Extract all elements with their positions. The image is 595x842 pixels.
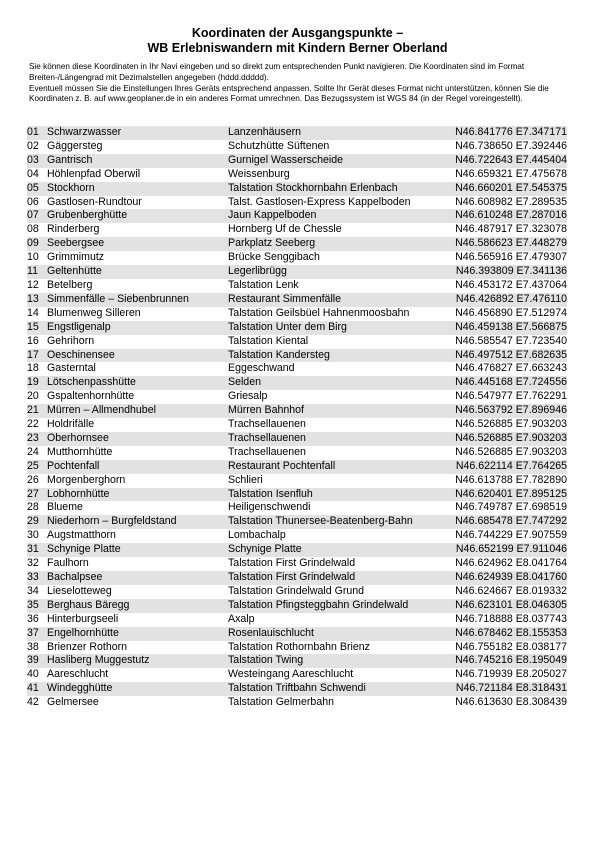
table-row xyxy=(27,432,567,446)
route-number: 32 xyxy=(27,557,47,571)
table-row xyxy=(27,488,567,502)
destination: Axalp xyxy=(228,613,442,627)
table-row xyxy=(27,446,567,460)
destination: Selden xyxy=(228,376,442,390)
table-row xyxy=(27,265,567,279)
table-row xyxy=(27,501,567,515)
destination: Talstation Geilsbüel Hahnenmoosbahn xyxy=(228,307,442,321)
coordinates: N46.453172 E7.437064 xyxy=(442,279,567,293)
table-row xyxy=(27,126,567,140)
destination: Schutzhütte Süftenen xyxy=(228,140,442,154)
start-point: Brienzer Rothorn xyxy=(47,641,228,655)
destination: Legerlibrügg xyxy=(228,265,442,279)
start-point: Lobhornhütte xyxy=(47,488,228,502)
coordinates: N46.660201 E7.545375 xyxy=(442,182,567,196)
destination: Westeingang Aareschlucht xyxy=(228,668,442,682)
coordinates: N46.393809 E7.341136 xyxy=(442,265,567,279)
start-point: Engstligenalp xyxy=(47,321,228,335)
start-point: Holdrifälle xyxy=(47,418,228,432)
route-number: 03 xyxy=(27,154,47,168)
destination: Brücke Senggibach xyxy=(228,251,442,265)
table-row xyxy=(27,543,567,557)
coordinates: N46.685478 E7.747292 xyxy=(442,515,567,529)
start-point: Gantrisch xyxy=(47,154,228,168)
destination: Talstation First Grindelwald xyxy=(228,571,442,585)
coordinates: N46.624962 E8.041764 xyxy=(442,557,567,571)
coordinates: N46.459138 E7.566875 xyxy=(442,321,567,335)
route-number: 22 xyxy=(27,418,47,432)
coordinates: N46.755182 E8.038177 xyxy=(442,641,567,655)
table-row xyxy=(27,585,567,599)
coordinates: N46.678462 E8.155353 xyxy=(442,627,567,641)
coordinates: N46.526885 E7.903203 xyxy=(442,432,567,446)
start-point: Gastlosen-Rundtour xyxy=(47,196,228,210)
route-number: 08 xyxy=(27,223,47,237)
intro-paragraph-1: Sie können diese Koordinaten in Ihr Navi eingeben und so direkt zum entsprechenden Punkt navigieren. Die Koordinaten sind im Format Breiten-/Längengrad mit Dezimalstellen angegeben (hddd.ddddd). xyxy=(29,62,525,82)
table-row xyxy=(27,571,567,585)
route-number: 38 xyxy=(27,641,47,655)
table-row xyxy=(27,404,567,418)
coordinates: N46.624667 E8.019332 xyxy=(442,585,567,599)
coordinates: N46.565916 E7.479307 xyxy=(442,251,567,265)
route-number: 12 xyxy=(27,279,47,293)
start-point: Mürren – Allmendhubel xyxy=(47,404,228,418)
route-number: 21 xyxy=(27,404,47,418)
start-point: Gäggersteg xyxy=(47,140,228,154)
start-point: Schynige Platte xyxy=(47,543,228,557)
route-number: 14 xyxy=(27,307,47,321)
start-point: Geltenhütte xyxy=(47,265,228,279)
start-point: Engelhornhütte xyxy=(47,627,228,641)
start-point: Gehrihorn xyxy=(47,335,228,349)
table-row xyxy=(27,349,567,363)
coordinates: N46.456890 E7.512974 xyxy=(442,307,567,321)
table-row xyxy=(27,168,567,182)
start-point: Pochtenfall xyxy=(47,460,228,474)
coordinates: N46.445168 E7.724556 xyxy=(442,376,567,390)
table-row xyxy=(27,529,567,543)
route-number: 29 xyxy=(27,515,47,529)
coordinates: N46.497512 E7.682635 xyxy=(442,349,567,363)
start-point: Morgenberghorn xyxy=(47,474,228,488)
coordinates: N46.841776 E7.347171 xyxy=(442,126,567,140)
destination: Trachsellauenen xyxy=(228,432,442,446)
table-row xyxy=(27,154,567,168)
route-number: 16 xyxy=(27,335,47,349)
destination: Talstation Rothornbahn Brienz xyxy=(228,641,442,655)
destination: Talstation Unter dem Birg xyxy=(228,321,442,335)
route-number: 27 xyxy=(27,488,47,502)
route-number: 34 xyxy=(27,585,47,599)
title-line-2: WB Erlebniswandern mit Kindern Berner Oberland xyxy=(147,41,448,55)
start-point: Betelberg xyxy=(47,279,228,293)
start-point: Oeschinensee xyxy=(47,349,228,363)
destination: Talstation Grindelwald Grund xyxy=(228,585,442,599)
route-number: 41 xyxy=(27,682,47,696)
coordinates: N46.718888 E8.037743 xyxy=(442,613,567,627)
destination: Schynige Platte xyxy=(228,543,442,557)
route-number: 15 xyxy=(27,321,47,335)
start-point: Oberhornsee xyxy=(47,432,228,446)
start-point: Windegghütte xyxy=(47,682,228,696)
coordinates-table xyxy=(27,126,567,710)
destination: Talstation Kandersteg xyxy=(228,349,442,363)
start-point: Faulhorn xyxy=(47,557,228,571)
table-row xyxy=(27,641,567,655)
start-point: Grubenberghütte xyxy=(47,209,228,223)
destination: Talst. Gastlosen-Express Kappelboden xyxy=(228,196,442,210)
coordinates: N46.745216 E8.195049 xyxy=(442,654,567,668)
start-point: Lötschenpasshütte xyxy=(47,376,228,390)
table-row xyxy=(27,599,567,613)
route-number: 19 xyxy=(27,376,47,390)
table-row xyxy=(27,223,567,237)
start-point: Hasliberg Muggestutz xyxy=(47,654,228,668)
route-number: 04 xyxy=(27,168,47,182)
route-number: 28 xyxy=(27,501,47,515)
route-number: 40 xyxy=(27,668,47,682)
start-point: Bachalpsee xyxy=(47,571,228,585)
destination: Talstation Isenfluh xyxy=(228,488,442,502)
table-row xyxy=(27,335,567,349)
table-row xyxy=(27,293,567,307)
coordinates: N46.722643 E7.445404 xyxy=(442,154,567,168)
destination: Griesalp xyxy=(228,390,442,404)
coordinates: N46.608982 E7.289535 xyxy=(442,196,567,210)
destination: Restaurant Simmenfälle xyxy=(228,293,442,307)
start-point: Grimmimutz xyxy=(47,251,228,265)
destination: Talstation Twing xyxy=(228,654,442,668)
destination: Talstation Stockhornbahn Erlenbach xyxy=(228,182,442,196)
coordinates: N46.586623 E7.448279 xyxy=(442,237,567,251)
coordinates: N46.585547 E7.723540 xyxy=(442,335,567,349)
coordinates: N46.426892 E7.476110 xyxy=(442,293,567,307)
coordinates: N46.744229 E7.907559 xyxy=(442,529,567,543)
route-number: 35 xyxy=(27,599,47,613)
destination: Talstation Gelmerbahn xyxy=(228,696,442,710)
start-point: Lieselotteweg xyxy=(47,585,228,599)
destination: Schlieri xyxy=(228,474,442,488)
route-number: 20 xyxy=(27,390,47,404)
start-point: Niederhorn – Burgfeldstand xyxy=(47,515,228,529)
table-row xyxy=(27,321,567,335)
start-point: Höhlenpfad Oberwil xyxy=(47,168,228,182)
route-number: 18 xyxy=(27,362,47,376)
destination: Hornberg Uf de Chessle xyxy=(228,223,442,237)
start-point: Blueme xyxy=(47,501,228,515)
coordinates: N46.620401 E7.895125 xyxy=(442,488,567,502)
coordinates: N46.624939 E8.041760 xyxy=(442,571,567,585)
destination: Talstation Kiental xyxy=(228,335,442,349)
destination: Parkplatz Seeberg xyxy=(228,237,442,251)
route-number: 17 xyxy=(27,349,47,363)
table-row xyxy=(27,376,567,390)
destination: Restaurant Pochtenfall xyxy=(228,460,442,474)
start-point: Blumenweg Silleren xyxy=(47,307,228,321)
table-row xyxy=(27,182,567,196)
destination: Lombachalp xyxy=(228,529,442,543)
coordinates: N46.721184 E8.318431 xyxy=(442,682,567,696)
table-row xyxy=(27,140,567,154)
route-number: 42 xyxy=(27,696,47,710)
table-row xyxy=(27,307,567,321)
table-row xyxy=(27,696,567,710)
destination: Talstation First Grindelwald xyxy=(228,557,442,571)
destination: Jaun Kappelboden xyxy=(228,209,442,223)
route-number: 26 xyxy=(27,474,47,488)
route-number: 37 xyxy=(27,627,47,641)
table-row xyxy=(27,515,567,529)
start-point: Gasterntal xyxy=(47,362,228,376)
route-number: 23 xyxy=(27,432,47,446)
start-point: Mutthornhütte xyxy=(47,446,228,460)
coordinates: N46.526885 E7.903203 xyxy=(442,446,567,460)
route-number: 39 xyxy=(27,654,47,668)
start-point: Hinterburgseeli xyxy=(47,613,228,627)
start-point: Berghaus Bäregg xyxy=(47,599,228,613)
destination: Trachsellauenen xyxy=(228,418,442,432)
route-number: 09 xyxy=(27,237,47,251)
table-row xyxy=(27,362,567,376)
table-row xyxy=(27,474,567,488)
destination: Lanzenhäusern xyxy=(228,126,442,140)
table-row xyxy=(27,668,567,682)
coordinates: N46.563792 E7.896946 xyxy=(442,404,567,418)
destination: Gurnigel Wasserscheide xyxy=(228,154,442,168)
destination: Weissenburg xyxy=(228,168,442,182)
route-number: 01 xyxy=(27,126,47,140)
route-number: 06 xyxy=(27,196,47,210)
coordinates: N46.659321 E7.475678 xyxy=(442,168,567,182)
table-row xyxy=(27,654,567,668)
route-number: 13 xyxy=(27,293,47,307)
start-point: Schwarzwasser xyxy=(47,126,228,140)
coordinates: N46.652199 E7.911046 xyxy=(442,543,567,557)
coordinates: N46.749787 E7.698519 xyxy=(442,501,567,515)
table-row xyxy=(27,627,567,641)
table-row xyxy=(27,418,567,432)
destination: Trachsellauenen xyxy=(228,446,442,460)
route-number: 31 xyxy=(27,543,47,557)
start-point: Augstmatthorn xyxy=(47,529,228,543)
coordinates: N46.487917 E7.323078 xyxy=(442,223,567,237)
table-row xyxy=(27,279,567,293)
destination: Talstation Pfingsteggbahn Grindelwald xyxy=(228,599,442,613)
coordinates: N46.622114 E7.764265 xyxy=(442,460,567,474)
destination: Talstation Thunersee-Beatenberg-Bahn xyxy=(228,515,442,529)
route-number: 10 xyxy=(27,251,47,265)
route-number: 25 xyxy=(27,460,47,474)
table-row xyxy=(27,237,567,251)
start-point: Gspaltenhornhütte xyxy=(47,390,228,404)
start-point: Gelmersee xyxy=(47,696,228,710)
destination: Heiligenschwendi xyxy=(228,501,442,515)
destination: Eggeschwand xyxy=(228,362,442,376)
table-row xyxy=(27,251,567,265)
route-number: 24 xyxy=(27,446,47,460)
route-number: 36 xyxy=(27,613,47,627)
table-row xyxy=(27,613,567,627)
route-number: 30 xyxy=(27,529,47,543)
start-point: Aareschlucht xyxy=(47,668,228,682)
start-point: Stockhorn xyxy=(47,182,228,196)
destination: Mürren Bahnhof xyxy=(228,404,442,418)
table-row xyxy=(27,682,567,696)
coordinates: N46.476827 E7.663243 xyxy=(442,362,567,376)
coordinates: N46.738650 E7.392446 xyxy=(442,140,567,154)
coordinates: N46.610248 E7.287016 xyxy=(442,209,567,223)
coordinates: N46.613630 E8.308439 xyxy=(442,696,567,710)
start-point: Rinderberg xyxy=(47,223,228,237)
route-number: 02 xyxy=(27,140,47,154)
destination: Rosenlauischlucht xyxy=(228,627,442,641)
coordinates: N46.613788 E7.782890 xyxy=(442,474,567,488)
start-point: Seebergsee xyxy=(47,237,228,251)
title-line-1: Koordinaten der Ausgangspunkte – xyxy=(191,26,404,40)
route-number: 07 xyxy=(27,209,47,223)
table-row xyxy=(27,557,567,571)
table-row xyxy=(27,196,567,210)
route-number: 33 xyxy=(27,571,47,585)
start-point: Simmenfälle – Siebenbrunnen xyxy=(47,293,228,307)
table-row xyxy=(27,460,567,474)
coordinates: N46.623101 E8.046305 xyxy=(442,599,567,613)
coordinates-table-body xyxy=(27,126,567,710)
destination: Talstation Triftbahn Schwendi xyxy=(228,682,442,696)
intro-paragraph-2: Eventuell müssen Sie die Einstellungen Ihres Geräts entsprechend anpassen. Sollte Ihr Gerät dieses Format nicht unterstützen, können Sie die Koordinaten z. B. auf www.geoplaner.de in ein anderes Format umrechnen. Das Bezugssystem ist WGS 84 (in der Regel voreingestellt). xyxy=(29,83,549,104)
coordinates: N46.719939 E8.205027 xyxy=(442,668,567,682)
coordinates: N46.547977 E7.762291 xyxy=(442,390,567,404)
table-row xyxy=(27,390,567,404)
table-row xyxy=(27,209,567,223)
destination: Talstation Lenk xyxy=(228,279,442,293)
coordinates: N46.526885 E7.903203 xyxy=(442,418,567,432)
route-number: 05 xyxy=(27,182,47,196)
route-number: 11 xyxy=(27,265,47,279)
intro-text xyxy=(29,62,569,105)
document-title xyxy=(0,26,595,56)
